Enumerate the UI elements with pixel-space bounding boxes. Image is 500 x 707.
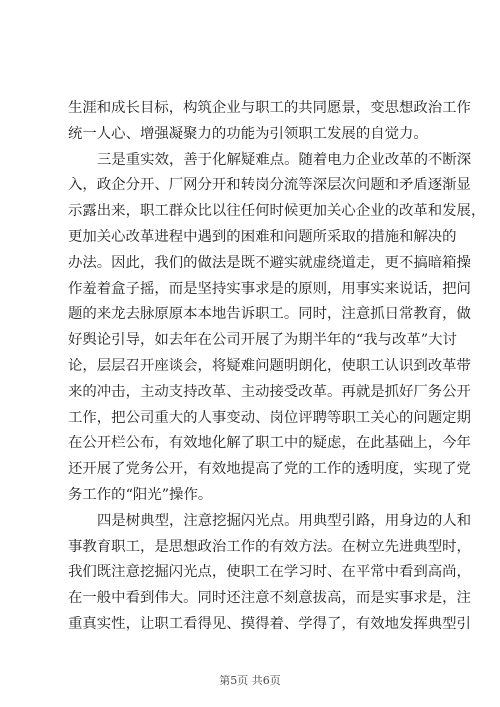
- text-line: 论，层层召开座谈会，将疑难问题明朗化，使职工认识到改革带: [68, 357, 471, 374]
- text-line: 事教育职工，是思想政治工作的有效方法。在树立先进典型时，: [68, 538, 471, 555]
- text-line: 好舆论引导，如去年在公司开展了为期半年的“我与改革”大讨: [68, 332, 457, 349]
- text-line: 在公开栏公布，有效地化解了职工中的疑虑，在此基础上，今年: [68, 435, 471, 452]
- text-line: 办法。因此，我们的做法是既不避实就虚绕道走，更不搞暗箱操: [68, 254, 471, 271]
- text-line: 还开展了党务公开，有效地提高了党的工作的透明度，实现了党: [68, 461, 471, 478]
- text-line: 示露出来，职工群众比以往任何时候更加关心企业的改革和发展，: [68, 203, 486, 220]
- text-line: 务工作的“阳光”操作。: [68, 486, 213, 503]
- text-line: 重真实性，让职工看得见、摸得着、学得了，有效地发挥典型引: [68, 615, 471, 632]
- text-line: 入，政企分开、厂网分开和转岗分流等深层次问题和矛盾逐渐显: [68, 177, 471, 194]
- text-line: 题的来龙去脉原原本本地告诉职工。同时，注意抓日常教育，做: [68, 306, 471, 323]
- document-body: [68, 96, 486, 638]
- text-line: 工作，把公司重大的人事变动、岗位评聘等职工关心的问题定期: [68, 409, 471, 426]
- text-line: 来的冲击，主动支持改革、主动接受改革。再就是抓好厂务公开: [68, 383, 471, 400]
- paragraph-start-line: 四是树典型，注意挖掘闪光点。用典型引路，用身边的人和: [97, 512, 472, 529]
- text-line: 统一人心、增强凝聚力的功能为引领职工发展的自觉力。: [68, 125, 428, 142]
- text-line: 在一般中看到伟大。同时还注意不刻意拔高，而是实事求是，注: [68, 590, 471, 607]
- text-line: 我们既注意挖掘闪光点，使职工在学习时、在平常中看到高尚，: [68, 564, 471, 581]
- page-number-footer: 第5页 共6页: [219, 674, 281, 687]
- text-line: 生涯和成长目标，构筑企业与职工的共同愿景，变思想政治工作: [68, 100, 471, 116]
- text-line: 更加关心改革进程中遇到的困难和问题所采取的措施和解决的: [68, 228, 457, 245]
- text-line: 作羞着盒子摇，而是坚持实事求是的原则，用事实来说话，把问: [68, 280, 471, 297]
- paragraph-start-line: 三是重实效，善于化解疑难点。随着电力企业改革的不断深: [97, 151, 472, 168]
